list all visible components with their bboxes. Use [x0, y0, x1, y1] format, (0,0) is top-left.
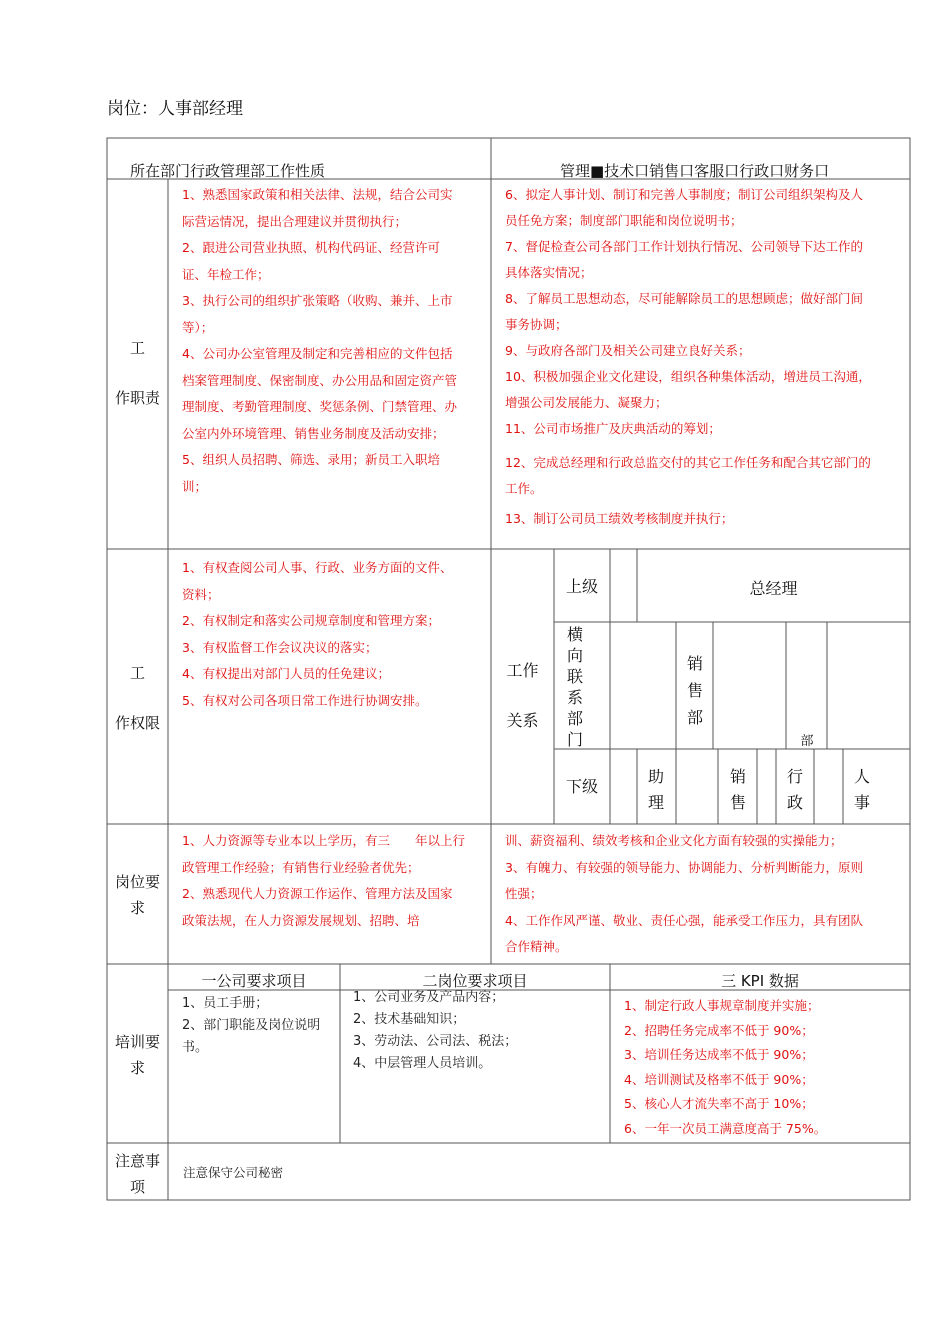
relations-label: 工作 关系 — [506, 661, 539, 730]
list-item: 际营运情况，提出合理建议并贯彻执行； — [182, 213, 408, 229]
list-item: 6、拟定人事计划、制订和完善人事制度；制订公司组织架构及人 — [505, 187, 863, 202]
list-item: 5、有权对公司各项日常工作进行协调安排。 — [182, 692, 428, 708]
duties-label: 工 作职责 — [114, 339, 160, 407]
list-item: 3、执行公司的组织扩张策略（收购、兼并、上市 — [182, 293, 453, 308]
subordinate-assistant: 助理 — [647, 767, 664, 812]
list-item: 4、中层管理人员培训。 — [353, 1056, 492, 1071]
list-item: 11、公司市场推广及庆典活动的筹划； — [505, 421, 721, 436]
kpi-header: 三 KPI 数据 — [721, 972, 799, 990]
list-item: 12、完成总经理和行政总监交付的其它工作任务和配合其它部门的 — [505, 455, 871, 470]
position-requirements-header: 二岗位要求项目 — [422, 972, 528, 990]
list-item: 政管理工作经验；有销售行业经验者优先； — [182, 859, 420, 875]
list-item: 3、培训任务达成率不低于 90%； — [624, 1047, 814, 1062]
requirements-right-list — [505, 828, 905, 961]
subordinate-admin: 行政 — [786, 767, 803, 812]
list-item: 2、跟进公司营业执照、机构代码证、经营许可 — [182, 240, 440, 255]
list-item: 公室内外环境管理、销售业务制度及活动安排； — [182, 425, 445, 441]
list-item: 5、组织人员招聘、筛选、录用；新员工入职培 — [182, 452, 440, 467]
list-item: 训； — [182, 478, 208, 494]
list-item: 2、部门职能及岗位说明 — [182, 1018, 321, 1033]
list-item: 4、有权提出对部门人员的任免建议； — [182, 666, 390, 681]
notes-label: 注意事 项 — [114, 1152, 160, 1196]
list-item: 9、与政府各部门及相关公司建立良好关系； — [505, 343, 751, 358]
training-label: 培训要 求 — [114, 1033, 160, 1077]
job-type-header: 管理■技术口销售口客服口行政口财务口 — [560, 162, 830, 180]
list-item: 10、积极加强企业文化建设，组织各种集体活动，增进员工沟通， — [505, 369, 871, 384]
company-requirements-header: 一公司要求项目 — [201, 972, 307, 990]
list-item: 4、公司办公室管理及制定和完善相应的文件包括 — [182, 346, 453, 361]
list-item: 1、制定行政人事规章制度并实施； — [624, 998, 820, 1013]
list-item: 2、有权制定和落实公司规章制度和管理方案； — [182, 613, 440, 628]
duties-right-list — [505, 182, 905, 532]
position-requirements-list — [353, 987, 603, 1075]
list-item: 3、有权监督工作会议决议的落实； — [182, 639, 378, 655]
list-item: 事务协调； — [505, 317, 568, 332]
list-item: 5、核心人才流失率不高于 10%； — [624, 1096, 814, 1111]
list-item: 政策法规，在人力资源发展规划、招聘、培 — [182, 912, 420, 928]
authority-label: 工 作权限 — [114, 664, 160, 732]
list-item: 证、年检工作； — [182, 266, 270, 282]
lateral-department-fragment: 部 — [800, 734, 814, 749]
page-title: 岗位：人事部经理 — [107, 99, 243, 119]
superior-value: 总经理 — [749, 579, 798, 598]
list-item: 6、一年一次员工满意度高于 75%。 — [624, 1120, 827, 1136]
list-item: 3、劳动法、公司法、税法； — [353, 1034, 518, 1049]
list-item: 档案管理制度、保密制度、办公用品和固定资产管 — [182, 372, 458, 388]
list-item: 2、招聘任务完成率不低于 90%； — [624, 1022, 814, 1038]
requirements-left-list — [182, 828, 487, 934]
list-item: 等）； — [182, 319, 214, 335]
kpi-list — [624, 994, 906, 1141]
list-item: 资料； — [182, 586, 220, 602]
lateral-departments-label: 横向联系部门 — [566, 625, 583, 749]
authority-list — [182, 555, 487, 714]
list-item: 增强公司发展能力、凝聚力； — [505, 395, 668, 410]
list-item: 4、培训测试及格率不低于 90%； — [624, 1071, 814, 1087]
list-item: 工作。 — [505, 481, 543, 496]
list-item: 合作精神。 — [505, 939, 568, 954]
list-item: 1、熟悉国家政策和相关法律、法规，结合公司实 — [182, 187, 453, 202]
list-item: 1、人力资源等专业本以上学历，有三 年以上行 — [182, 833, 465, 848]
list-item: 1、员工手册； — [182, 996, 269, 1011]
list-item: 3、有魄力、有较强的领导能力、协调能力、分析判断能力，原则 — [505, 859, 863, 875]
list-item: 理制度、考勤管理制度、奖惩条例、门禁管理、办 — [182, 399, 458, 414]
list-item: 员任免方案；制度部门职能和岗位说明书； — [505, 213, 743, 228]
list-item: 性强； — [505, 886, 543, 901]
list-item: 具体落实情况； — [505, 265, 593, 280]
requirements-label: 岗位要 求 — [114, 873, 160, 917]
lateral-department-sales: 销售部 — [686, 654, 703, 727]
list-item: 7、督促检查公司各部门工作计划执行情况、公司领导下达工作的 — [505, 239, 863, 254]
department-nature-header: 所在部门行政管理部工作性质 — [130, 162, 326, 180]
subordinate-label: 下级 — [565, 777, 598, 796]
notes-text: 注意保守公司秘密 — [183, 1165, 284, 1180]
list-item: 2、熟悉现代人力资源工作运作、管理方法及国家 — [182, 886, 453, 901]
superior-label: 上级 — [565, 577, 598, 596]
duties-left-list — [182, 182, 487, 500]
company-requirements-list — [182, 993, 334, 1059]
list-item: 训、薪资福利、绩效考核和企业文化方面有较强的实操能力； — [505, 833, 843, 848]
list-item: 8、了解员工思想动态，尽可能解除员工的思想顾虑；做好部门间 — [505, 291, 863, 306]
list-item: 13、制订公司员工绩效考核制度并执行； — [505, 511, 734, 526]
list-item: 4、工作作风严谨、敬业、责任心强，能承受工作压力，具有团队 — [505, 912, 863, 928]
list-item: 书。 — [182, 1040, 209, 1055]
subordinate-hr: 人事 — [853, 767, 870, 812]
subordinate-sales: 销售 — [729, 767, 746, 812]
list-item: 2、技术基础知识； — [353, 1012, 466, 1027]
list-item: 1、有权查阅公司人事、行政、业务方面的文件、 — [182, 560, 453, 575]
list-item: 1、公司业务及产品内容； — [353, 990, 505, 1005]
